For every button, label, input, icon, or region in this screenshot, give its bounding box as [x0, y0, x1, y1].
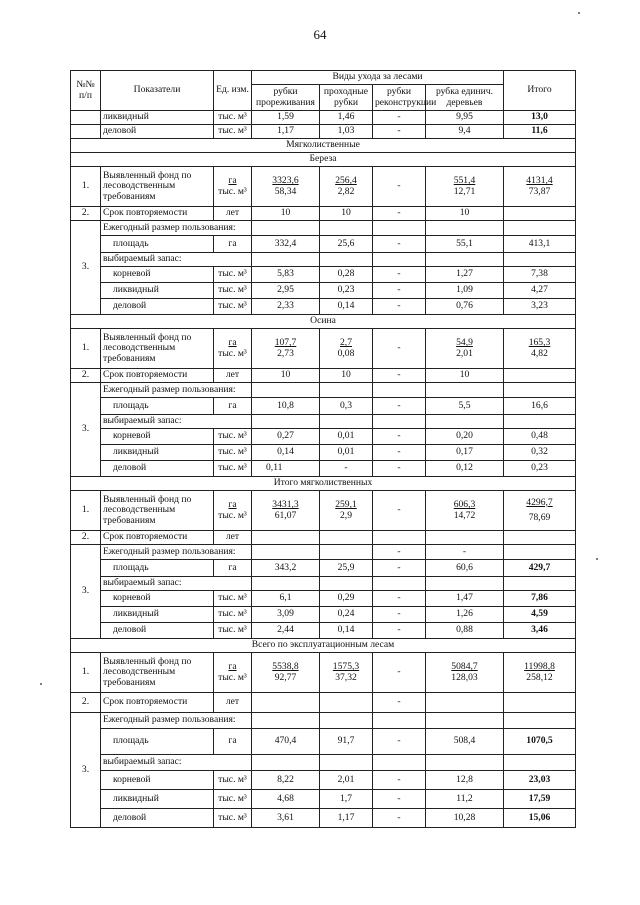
table-row: 2. Срок повторяемости лет: [71, 531, 576, 545]
table-row: 3. Ежегодный размер пользования: - -: [71, 545, 576, 560]
table-row: площадь га 470,4 91,7 - 508,4 1070,5: [71, 729, 576, 755]
table-row: ликвидный тыс. м³ 3,09 0,24 - 1,26 4,59: [71, 607, 576, 623]
table-row: 3. Ежегодный размер пользования:: [71, 383, 576, 398]
section-soft: Мягколиственные: [71, 139, 576, 153]
section-soft-total: Итого мягколиственных: [71, 477, 576, 491]
page-number: 64: [313, 27, 327, 42]
table-row: 1. Выявленный фонд по лесоводственным требованиям га тыс. м³ 3323,6 58,34 256,4 2,82 - 551,4 12,71 4131,4 73,87: [71, 167, 576, 207]
header-reconstruction: рубки реконструкции: [373, 85, 426, 111]
table-row: деловой тыс. м³ 3,61 1,17 - 10,28 15,06: [71, 809, 576, 828]
scan-speck: [40, 683, 42, 685]
table-row: корневой тыс. м³ 8,22 2,01 - 12,8 23,03: [71, 771, 576, 790]
section-aspen: Осина: [71, 315, 576, 329]
table-row: деловой тыс. м³ 1,17 1,03 - 9,4 11,6: [71, 125, 576, 139]
table-row: 2. Срок повторяемости лет -: [71, 693, 576, 713]
header-total: Итого: [504, 71, 576, 111]
table-row: выбираемый запас:: [71, 577, 576, 591]
table-row: ликвидный тыс. м³ 2,95 0,23 - 1,09 4,27: [71, 283, 576, 299]
table-row: ликвидный тыс. м³ 1,59 1,46 - 9,95 13,0: [71, 111, 576, 125]
table-row: корневой тыс. м³ 0,27 0,01 - 0,20 0,48: [71, 429, 576, 445]
table-row: выбираемый запас:: [71, 415, 576, 429]
header-thinning: рубки прореживания: [252, 85, 320, 111]
table-row: 1. Выявленный фонд по лесоводственным требованиям га тыс. м³ 107,7 2,73 2,7 0,08 - 54,9 2,01 165,3 4,82: [71, 329, 576, 369]
header-care-types: Виды ухода за лесами: [252, 71, 504, 85]
table-row: площадь га 10,8 0,3 - 5,5 16,6: [71, 398, 576, 415]
table-row: деловой тыс. м³ 2,44 0,14 - 0,88 3,46: [71, 623, 576, 639]
table-row: площадь га 332,4 25,6 - 55,1 413,1: [71, 236, 576, 253]
header-indicators: Показатели: [101, 71, 214, 111]
header-row-1: [71, 71, 576, 85]
scan-speck: [578, 12, 580, 14]
table-row: ликвидный тыс. м³ 4,68 1,7 - 11,2 17,59: [71, 790, 576, 809]
header-passing: проходные рубки: [320, 85, 373, 111]
table-row: деловой тыс. м³ 2,33 0,14 - 0,76 3,23: [71, 299, 576, 315]
section-birch: Береза: [71, 153, 576, 167]
table-row: корневой тыс. м³ 5,83 0,28 - 1,27 7,38: [71, 267, 576, 283]
scan-speck: [596, 558, 598, 560]
table-row: 2. Срок повторяемости лет 10 10 - 10: [71, 369, 576, 383]
table-row: 1. Выявленный фонд по лесоводственным требованиям га тыс. м³ 3431,3 61,07 259,1 2,9 - 606,3 14,72 4296,7 78,69: [71, 491, 576, 531]
table-row: выбираемый запас:: [71, 755, 576, 771]
header-unit: Ед. изм.: [214, 71, 252, 111]
table-row: площадь га 343,2 25,9 - 60,6 429,7: [71, 560, 576, 577]
table-row: деловой тыс. м³ 0,11 - - 0,12 0,23: [71, 461, 576, 477]
section-grand-total: Всего по эксплуатационным лесам: [71, 639, 576, 653]
table-row: корневой тыс. м³ 6,1 0,29 - 1,47 7,86: [71, 591, 576, 607]
header-num: №№ п/п: [71, 71, 101, 111]
table-row: 1. Выявленный фонд по лесоводственным требованиям га тыс. м³ 5538,8 92,77 1575,3 37,32 - 5084,7 128,03 11998,8 258,12: [71, 653, 576, 693]
table-row: выбираемый запас:: [71, 253, 576, 267]
table-row: 3. Ежегодный размер пользования:: [71, 713, 576, 729]
table-row: 2. Срок повторяемости лет 10 10 - 10: [71, 207, 576, 221]
table-row: ликвидный тыс. м³ 0,14 0,01 - 0,17 0,32: [71, 445, 576, 461]
table-row: 3. Ежегодный размер пользования:: [71, 221, 576, 236]
forest-care-table: [70, 70, 576, 828]
header-single-tree: рубка единич. деревьев: [426, 85, 504, 111]
